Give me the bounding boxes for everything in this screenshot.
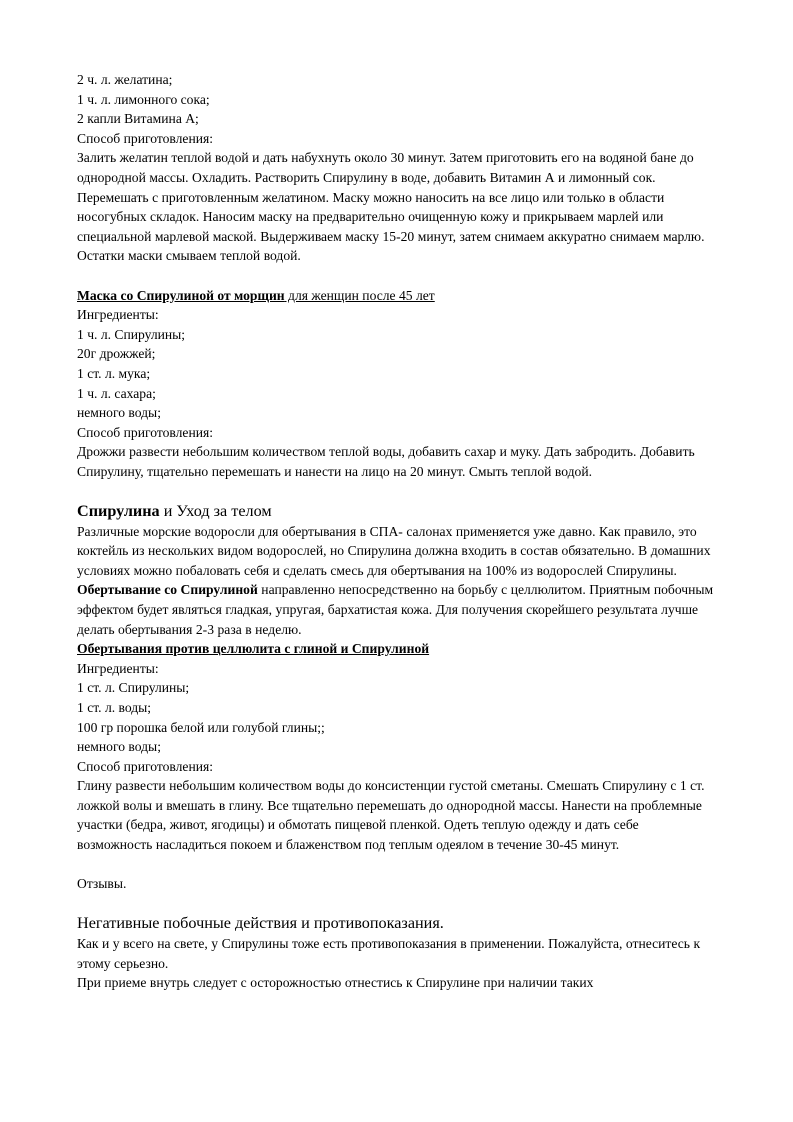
label-method-1: Способ приготовления: <box>77 130 214 146</box>
ingredient-sugar: 1 ч. л. сахара; <box>77 385 156 401</box>
ingredient-water-1: немного воды; <box>77 405 161 421</box>
heading-spirulina-body-care <box>77 501 717 522</box>
spacer-4 <box>77 894 717 914</box>
document-body <box>77 70 717 993</box>
ingredient-water-2: 1 ст. л. воды; <box>77 699 152 715</box>
ingredient-clay: 100 гр порошка белой или голубой глины;; <box>77 719 325 735</box>
paragraph-emphasis: Обертывание со Спирулиной <box>77 582 258 598</box>
ingredient-water-3: немного воды; <box>77 739 161 755</box>
ingredient-vitamin-a: 2 капли Витамина А; <box>77 111 199 127</box>
heading-regular-part: Негативные побочные действия и противопоказания. <box>77 914 444 933</box>
method-paragraph-3: Глину развести небольшим количеством воды до консистенции густой сметаны. Смешать Спирулину с 1 ст. ложкой волы и вмешать в глину. Все тщательно перемешать до однородной массы. Нанести на проблемные участки (бедра, живот, ягодицы) и обмотать пищевой пленкой. Одеть теплую одежду и дать себе возможность насладиться покоем и блаженством под теплым одеялом в течение 30-45 минут. <box>77 778 705 853</box>
spacer-3 <box>77 855 717 875</box>
heading-mask-wrinkles <box>77 286 717 306</box>
label-ingredients-1: Ингредиенты: <box>77 307 159 323</box>
heading-regular-part: и Уход за телом <box>159 502 272 521</box>
side-effects-paragraph-1: Как и у всего на свете, у Спирулины тоже есть противопоказания в применении. Пожалуйста, отнеситесь к этому серьезно. <box>77 935 701 971</box>
label-method-2: Способ приготовления: <box>77 424 214 440</box>
side-effects-paragraph-2: При приеме внутрь следует с осторожностью отнестись к Спирулине при наличии таких <box>77 975 594 991</box>
paragraph-text: направленно непосредственно на борьбу с целлюлитом. Приятным побочным эффектом будет являться гладкая, упругая, бархатистая кожа. Для получения скорейшего результата лучше делать обертывания 2-3 раза в неделю. <box>77 582 714 637</box>
spacer-2 <box>77 481 717 501</box>
label-method-3: Способ приготовления: <box>77 758 214 774</box>
label-reviews: Отзывы. <box>77 876 127 892</box>
label-ingredients-2: Ингредиенты: <box>77 660 159 676</box>
heading-bold-part: Обертывания против целлюлита с глиной и Спирулиной <box>77 641 430 657</box>
method-paragraph-1: Залить желатин теплой водой и дать набухнуть около 30 минут. Затем приготовить его на водяной бане до однородной массы. Охладить. Растворить Спирулину в воде, добавить Витамин А и лимонный сок. Перемешать с приготовленным желатином. Маску можно наносить на все лицо или только в области носогубных складок. Наносим маску на предварительно очищенную кожу и прикрываем марлей или специальной марлевой маской. Выдерживаем маску 15-20 минут, затем снимаем аккуратно снимаем марлю. Остатки маски смываем теплой водой. <box>77 150 705 264</box>
ingredient-yeast: 20г дрожжей; <box>77 346 156 362</box>
method-paragraph-2: Дрожжи развести небольшим количеством теплой воды, добавить сахар и муку. Дать забродить. Добавить Спирулину, тщательно перемешать и нанести на лицо на 20 минут. Смыть теплой водой. <box>77 444 695 479</box>
ingredient-spirulina-2: 1 ст. л. Спирулины; <box>77 680 190 696</box>
heading-bold-part: Маска со Спирулиной от морщин <box>77 287 285 303</box>
heading-wrap-cellulite <box>77 639 717 659</box>
paragraph-text: Различные морские водоросли для обертывания в СПА- салонах применяется уже давно. Как правило, это коктейль из нескольких видом водорослей, но Спирулина должна входить в состав обязательно. В домашних условиях можно побаловать себя и сделать смесь для обертывания на 100% из водорослей Спирулины. <box>77 523 711 578</box>
ingredient-gelatin: 2 ч. л. желатина; <box>77 72 173 87</box>
spacer-1 <box>77 266 717 286</box>
heading-regular-part: для женщин после 45 лет <box>284 287 435 303</box>
ingredient-spirulina-1: 1 ч. л. Спирулины; <box>77 326 186 342</box>
heading-bold-part: Спирулина <box>77 502 160 521</box>
heading-side-effects <box>77 913 717 934</box>
body-care-paragraph <box>77 522 717 640</box>
ingredient-lemon-juice: 1 ч. л. лимонного сока; <box>77 91 210 107</box>
ingredient-flour: 1 ст. л. мука; <box>77 365 151 381</box>
